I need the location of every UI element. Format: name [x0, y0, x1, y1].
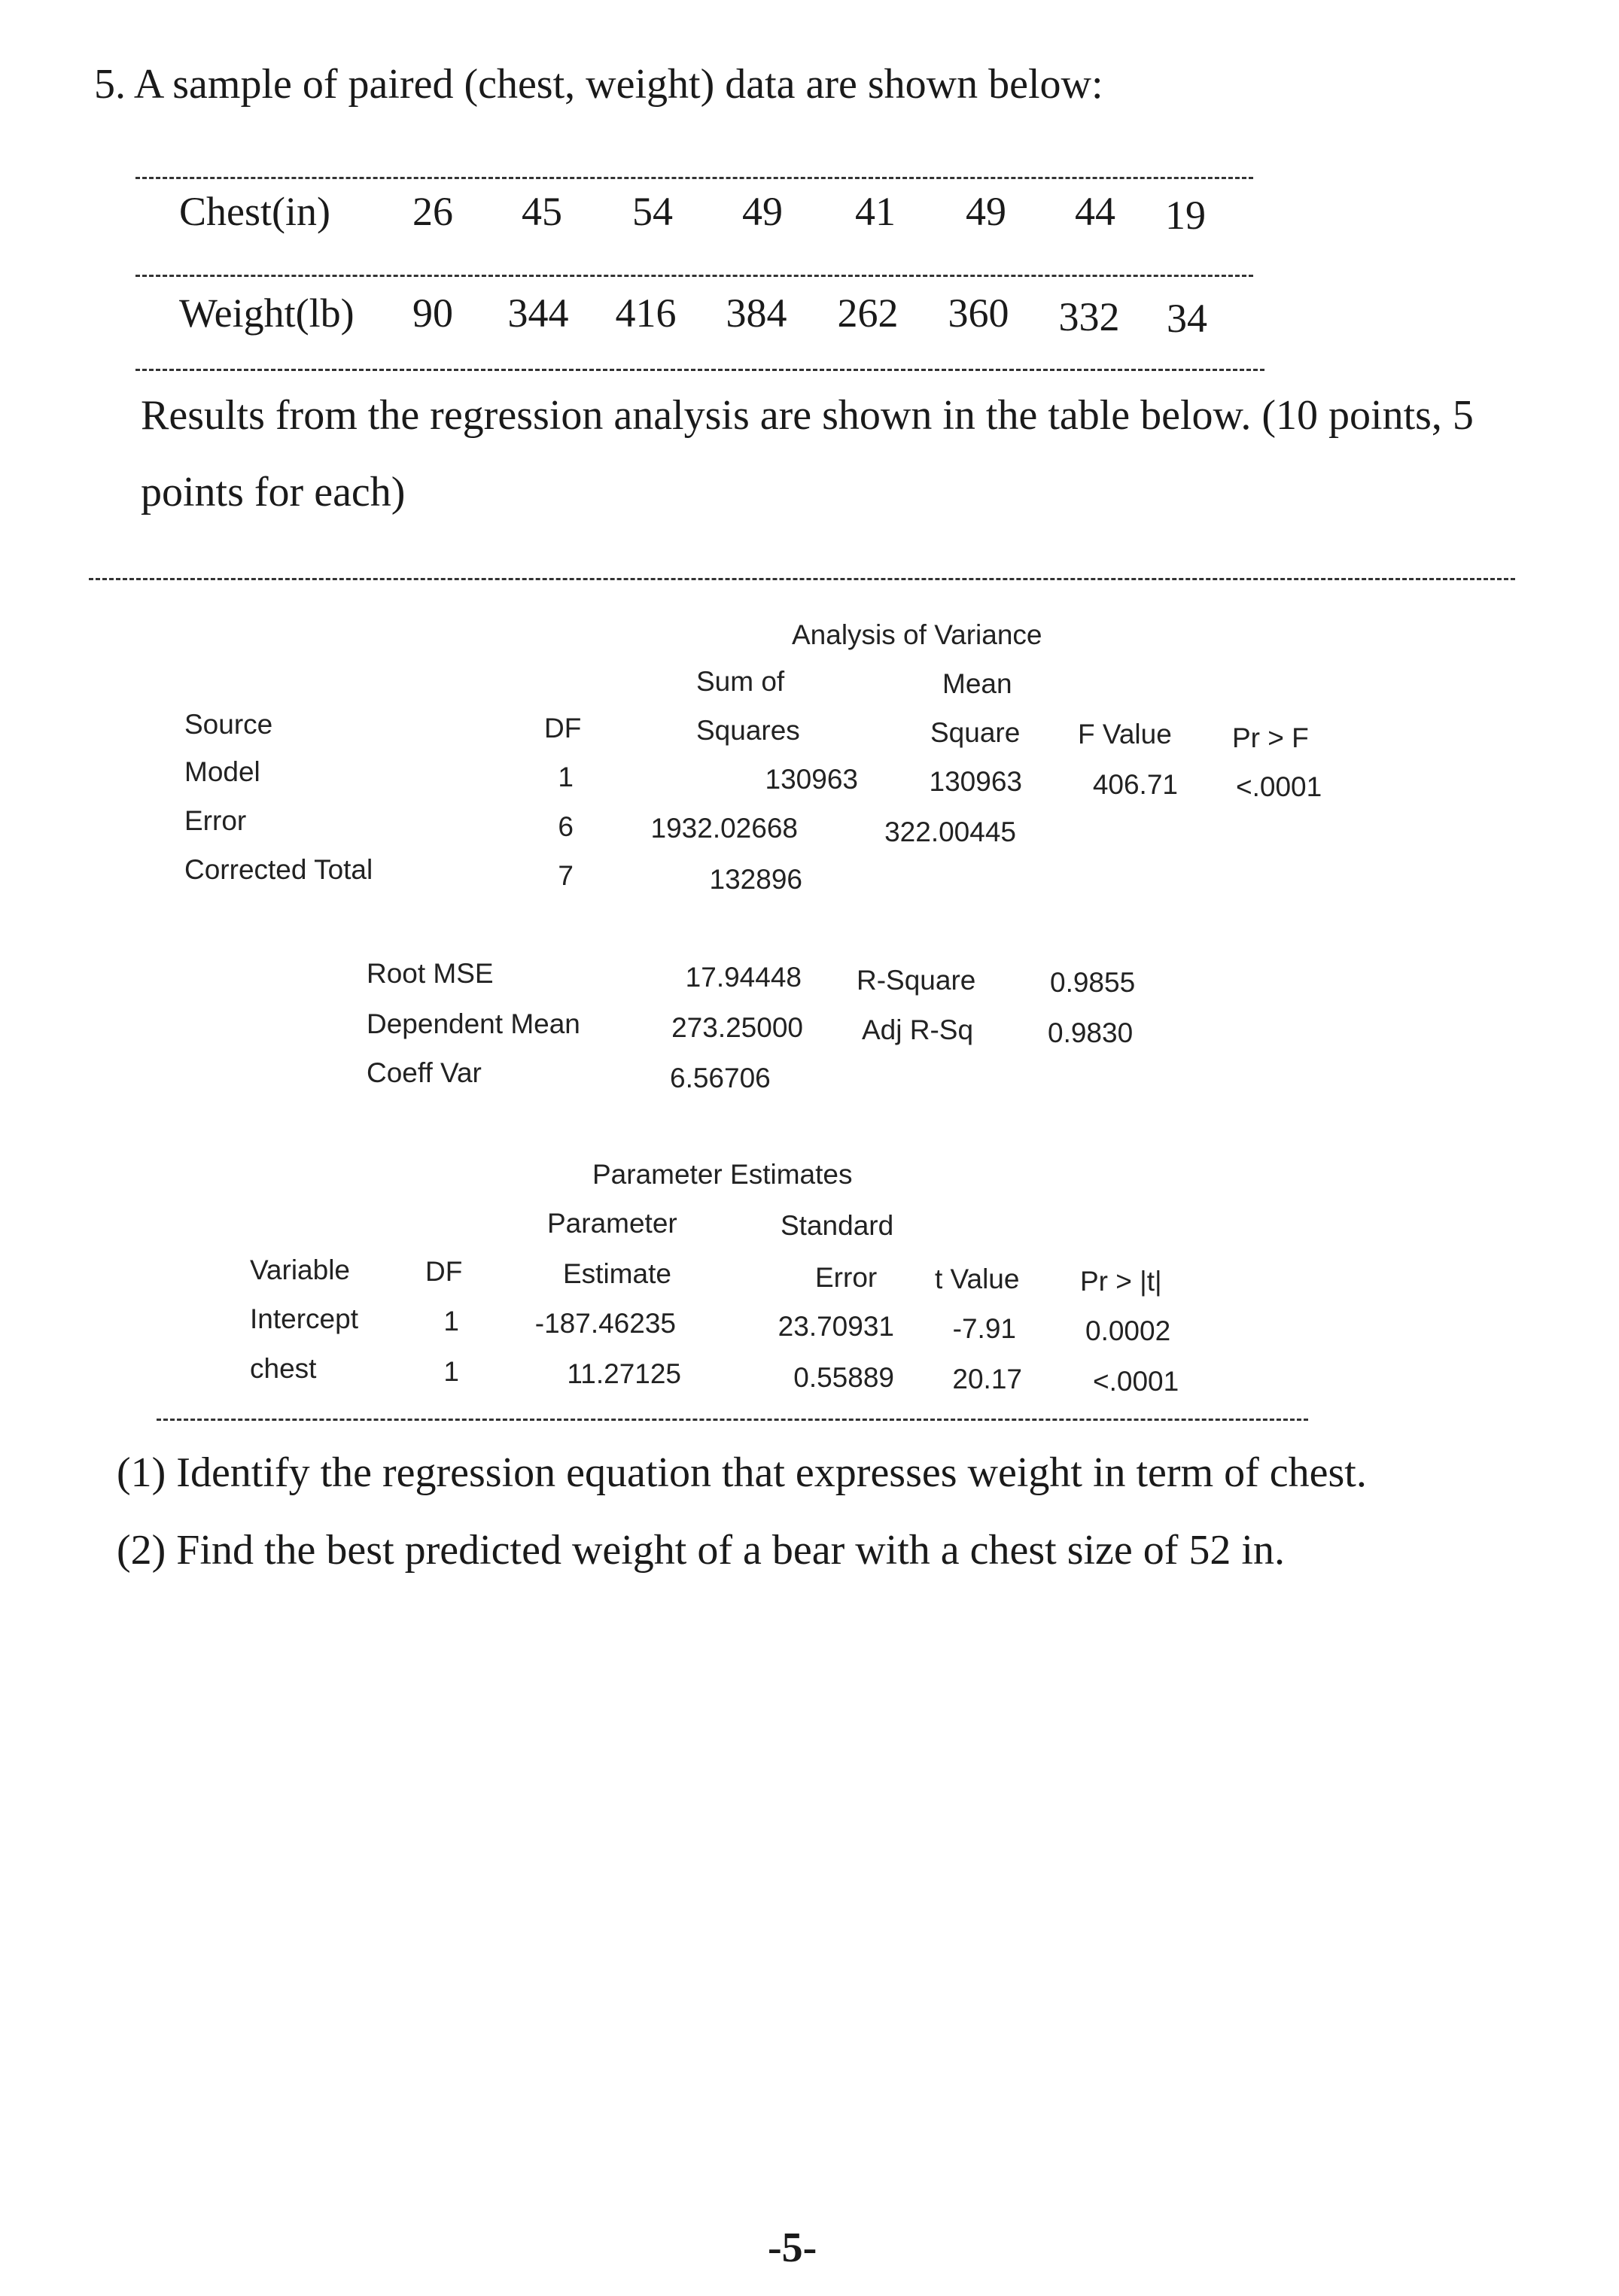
chest-value: 54: [632, 189, 673, 234]
adj-rsq-label: Adj R-Sq: [862, 1014, 974, 1045]
params-row-df: 1: [443, 1356, 459, 1387]
coeff-var-label: Coeff Var: [367, 1057, 482, 1088]
rsq-label: R-Square: [857, 965, 976, 996]
params-row-variable: chest: [250, 1353, 317, 1384]
weight-value: 344: [507, 290, 569, 336]
weight-value: 384: [726, 290, 787, 336]
adj-rsq-value: 0.9830: [1048, 1017, 1134, 1048]
params-row-est: -187.46235: [534, 1308, 676, 1339]
anova-f-header: F Value: [1078, 719, 1172, 750]
params-row-t: -7.91: [952, 1313, 1016, 1344]
anova-row-ms: 130963: [929, 766, 1022, 797]
params-row-t: 20.17: [952, 1364, 1022, 1394]
params-row-p: <.0001: [1093, 1366, 1179, 1397]
chest-value: 49: [966, 189, 1006, 234]
dependent-mean-label: Dependent Mean: [367, 1008, 580, 1039]
anova-row-source: Corrected Total: [184, 854, 373, 885]
anova-row-p: <.0001: [1236, 771, 1322, 802]
anova-row-ss: 1932.02668: [650, 813, 798, 844]
output-bottom-rule: [157, 1419, 1308, 1421]
data-table-top-rule: [135, 177, 1253, 179]
anova-source-header: Source: [184, 709, 273, 740]
anova-row-source: Model: [184, 756, 260, 787]
chest-value: 45: [522, 189, 562, 234]
chest-value: 44: [1075, 189, 1115, 234]
question-2: (2) Find the best predicted weight of a bear with a chest size of 52 in.: [117, 1527, 1285, 1574]
params-t-header: t Value: [935, 1264, 1020, 1294]
weight-value: 90: [412, 290, 453, 336]
params-row-df: 1: [443, 1306, 459, 1337]
chest-value: 41: [855, 189, 896, 234]
data-table-bottom-rule: [135, 369, 1264, 371]
results-text-line1: Results from the regression analysis are shown in the table below. (10 points, 5: [141, 392, 1474, 439]
anova-row-df: 1: [558, 762, 574, 792]
chest-value: 26: [412, 189, 453, 234]
weight-value: 416: [615, 290, 677, 336]
anova-ms-header-top: Mean: [942, 668, 1012, 699]
params-est-header: Estimate: [563, 1258, 671, 1289]
anova-row-ms: 322.00445: [884, 817, 1016, 847]
coeff-var-value: 6.56706: [670, 1063, 771, 1093]
chest-label: Chest(in): [179, 189, 330, 234]
anova-row-f: 406.71: [1092, 769, 1178, 800]
params-se-header-top: Standard: [781, 1210, 894, 1241]
params-row-se: 0.55889: [793, 1362, 894, 1393]
anova-row-ss: 130963: [765, 764, 858, 795]
rsq-value: 0.9855: [1050, 967, 1136, 998]
dependent-mean-value: 273.25000: [671, 1012, 803, 1043]
anova-ms-header: Square: [930, 717, 1021, 748]
params-p-header: Pr > |t|: [1080, 1266, 1162, 1297]
results-text-line2: points for each): [141, 469, 406, 515]
root-mse-label: Root MSE: [367, 958, 494, 989]
page-number: -5-: [768, 2225, 817, 2271]
anova-p-header: Pr > F: [1232, 722, 1309, 753]
chest-value: 49: [742, 189, 783, 234]
params-est-header-top: Parameter: [547, 1208, 677, 1239]
anova-row-ss: 132896: [709, 864, 802, 895]
anova-row-source: Error: [184, 805, 247, 836]
params-variable-header: Variable: [250, 1254, 351, 1285]
weight-value: 262: [837, 290, 899, 336]
output-top-rule: [89, 578, 1515, 580]
params-row-se: 23.70931: [778, 1311, 894, 1342]
weight-value: 332: [1058, 294, 1120, 339]
weight-value: 34: [1167, 296, 1207, 341]
anova-ss-header-top: Sum of: [696, 666, 785, 697]
anova-df-header: DF: [544, 713, 582, 744]
params-se-header: Error: [815, 1262, 878, 1293]
params-row-variable: Intercept: [250, 1303, 358, 1334]
params-row-p: 0.0002: [1085, 1315, 1171, 1346]
root-mse-value: 17.94448: [685, 962, 802, 993]
anova-row-df: 7: [558, 860, 574, 891]
params-title: Parameter Estimates: [592, 1159, 853, 1190]
weight-value: 360: [948, 290, 1009, 336]
params-df-header: DF: [425, 1256, 463, 1287]
chest-value: 19: [1165, 193, 1206, 238]
weight-label: Weight(lb): [179, 290, 355, 336]
data-table-mid-rule: [135, 275, 1253, 277]
question-1: (1) Identify the regression equation that expresses weight in term of chest.: [117, 1449, 1367, 1496]
anova-title: Analysis of Variance: [792, 619, 1042, 650]
anova-row-df: 6: [558, 811, 574, 842]
problem-intro: 5. A sample of paired (chest, weight) data are shown below:: [94, 61, 1103, 108]
params-row-est: 11.27125: [567, 1358, 681, 1389]
anova-ss-header: Squares: [696, 715, 800, 746]
